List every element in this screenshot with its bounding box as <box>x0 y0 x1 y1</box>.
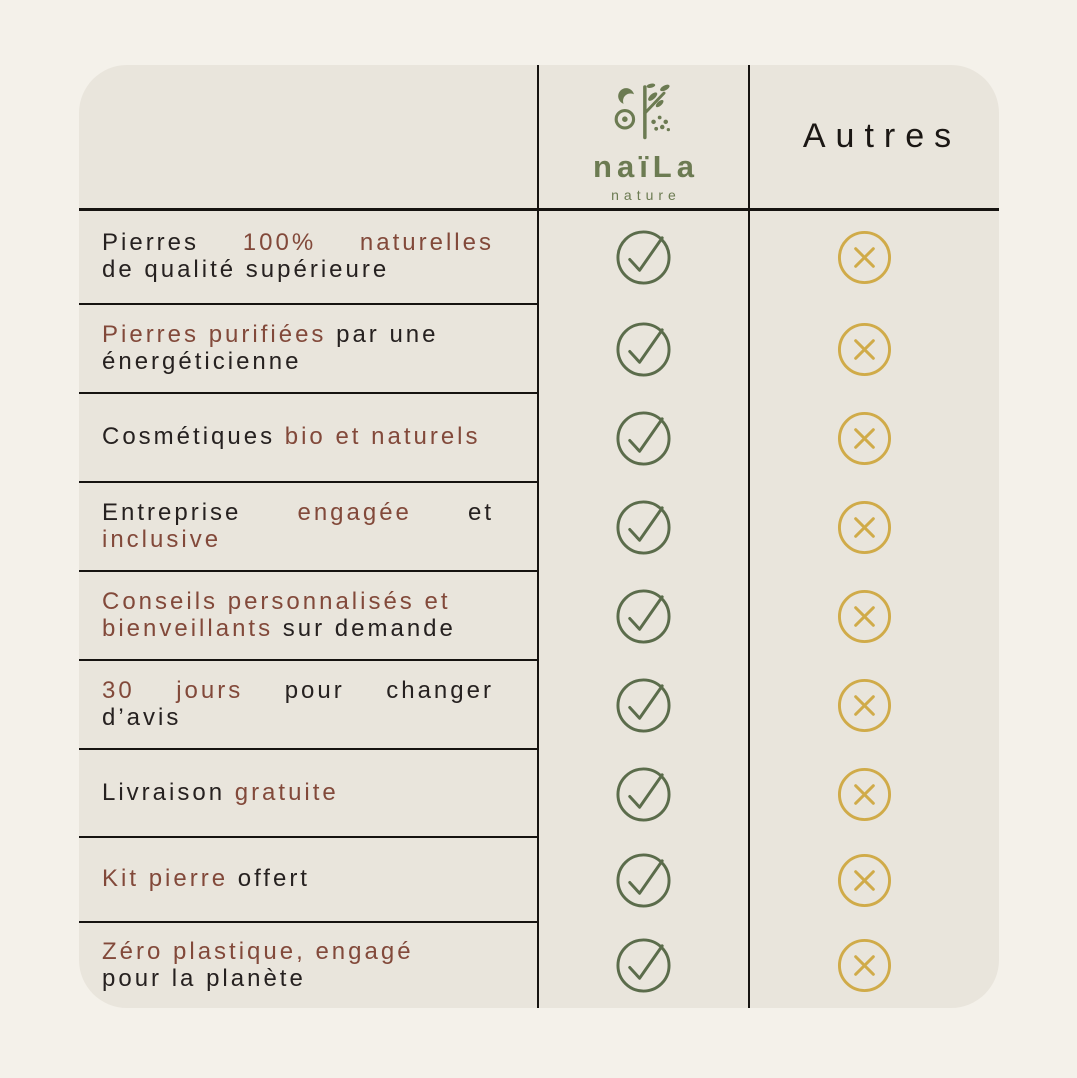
x-circle-icon <box>837 500 892 555</box>
feature-row <box>79 923 999 1008</box>
naila-value-cell <box>538 838 749 923</box>
autres-value-cell <box>749 750 999 838</box>
x-circle-icon <box>837 853 892 908</box>
comparison-card <box>79 65 999 1008</box>
x-circle-icon <box>837 678 892 733</box>
naila-value-cell <box>538 661 749 750</box>
x-circle-icon <box>837 938 892 993</box>
feature-row <box>79 210 999 305</box>
feature-text: Livraison gratuite <box>79 750 538 838</box>
brand-header-cell <box>538 65 749 208</box>
autres-value-cell <box>749 305 999 394</box>
brand-wordmark: naïLa <box>593 149 699 184</box>
naila-value-cell <box>538 394 749 483</box>
feature-text: Cosmétiques bio et naturels <box>79 394 538 483</box>
naila-value-cell <box>538 210 749 305</box>
other-header-label: Autres <box>802 117 962 155</box>
feature-text: Kit pierre offert <box>79 838 538 923</box>
autres-value-cell <box>749 483 999 572</box>
naila-value-cell <box>538 305 749 394</box>
naila-value-cell <box>538 572 749 661</box>
check-circle-icon <box>615 321 672 378</box>
feature-row <box>79 394 999 483</box>
autres-value-cell <box>749 661 999 750</box>
feature-row <box>79 838 999 923</box>
check-circle-icon <box>615 677 672 734</box>
feature-row <box>79 305 999 394</box>
naila-plant-moon-logo-icon <box>604 81 684 147</box>
x-circle-icon <box>837 411 892 466</box>
check-circle-icon <box>615 410 672 467</box>
brand-subtitle: nature <box>611 187 681 203</box>
autres-value-cell <box>749 923 999 1008</box>
naila-value-cell <box>538 923 749 1008</box>
feature-text: Entreprise engagée et inclusive <box>79 483 538 572</box>
x-circle-icon <box>837 230 892 285</box>
feature-text: 30 jours pour changer d’avis <box>79 661 538 750</box>
check-circle-icon <box>615 766 672 823</box>
x-circle-icon <box>837 322 892 377</box>
feature-text: Zéro plastique, engagé pour la planète <box>102 938 414 992</box>
x-circle-icon <box>837 767 892 822</box>
autres-value-cell <box>749 572 999 661</box>
check-circle-icon <box>615 937 672 994</box>
naila-value-cell <box>538 750 749 838</box>
rows <box>79 210 999 1008</box>
feature-row <box>79 483 999 572</box>
x-circle-icon <box>837 589 892 644</box>
check-circle-icon <box>615 852 672 909</box>
check-circle-icon <box>615 588 672 645</box>
header-empty-cell <box>79 65 538 208</box>
check-circle-icon <box>615 229 672 286</box>
naila-value-cell <box>538 483 749 572</box>
autres-value-cell <box>749 838 999 923</box>
feature-text: Conseils personnalisés et bienveillants sur demande <box>79 572 538 661</box>
table-header <box>79 65 999 208</box>
feature-row <box>79 572 999 661</box>
check-circle-icon <box>615 499 672 556</box>
feature-text: Pierres 100% naturelles de qualité supérieure <box>79 210 538 305</box>
autres-value-cell <box>749 394 999 483</box>
feature-row <box>79 750 999 838</box>
feature-text: Pierres purifiées par une énergéticienne <box>79 305 538 394</box>
feature-row <box>79 661 999 750</box>
autres-value-cell <box>749 210 999 305</box>
